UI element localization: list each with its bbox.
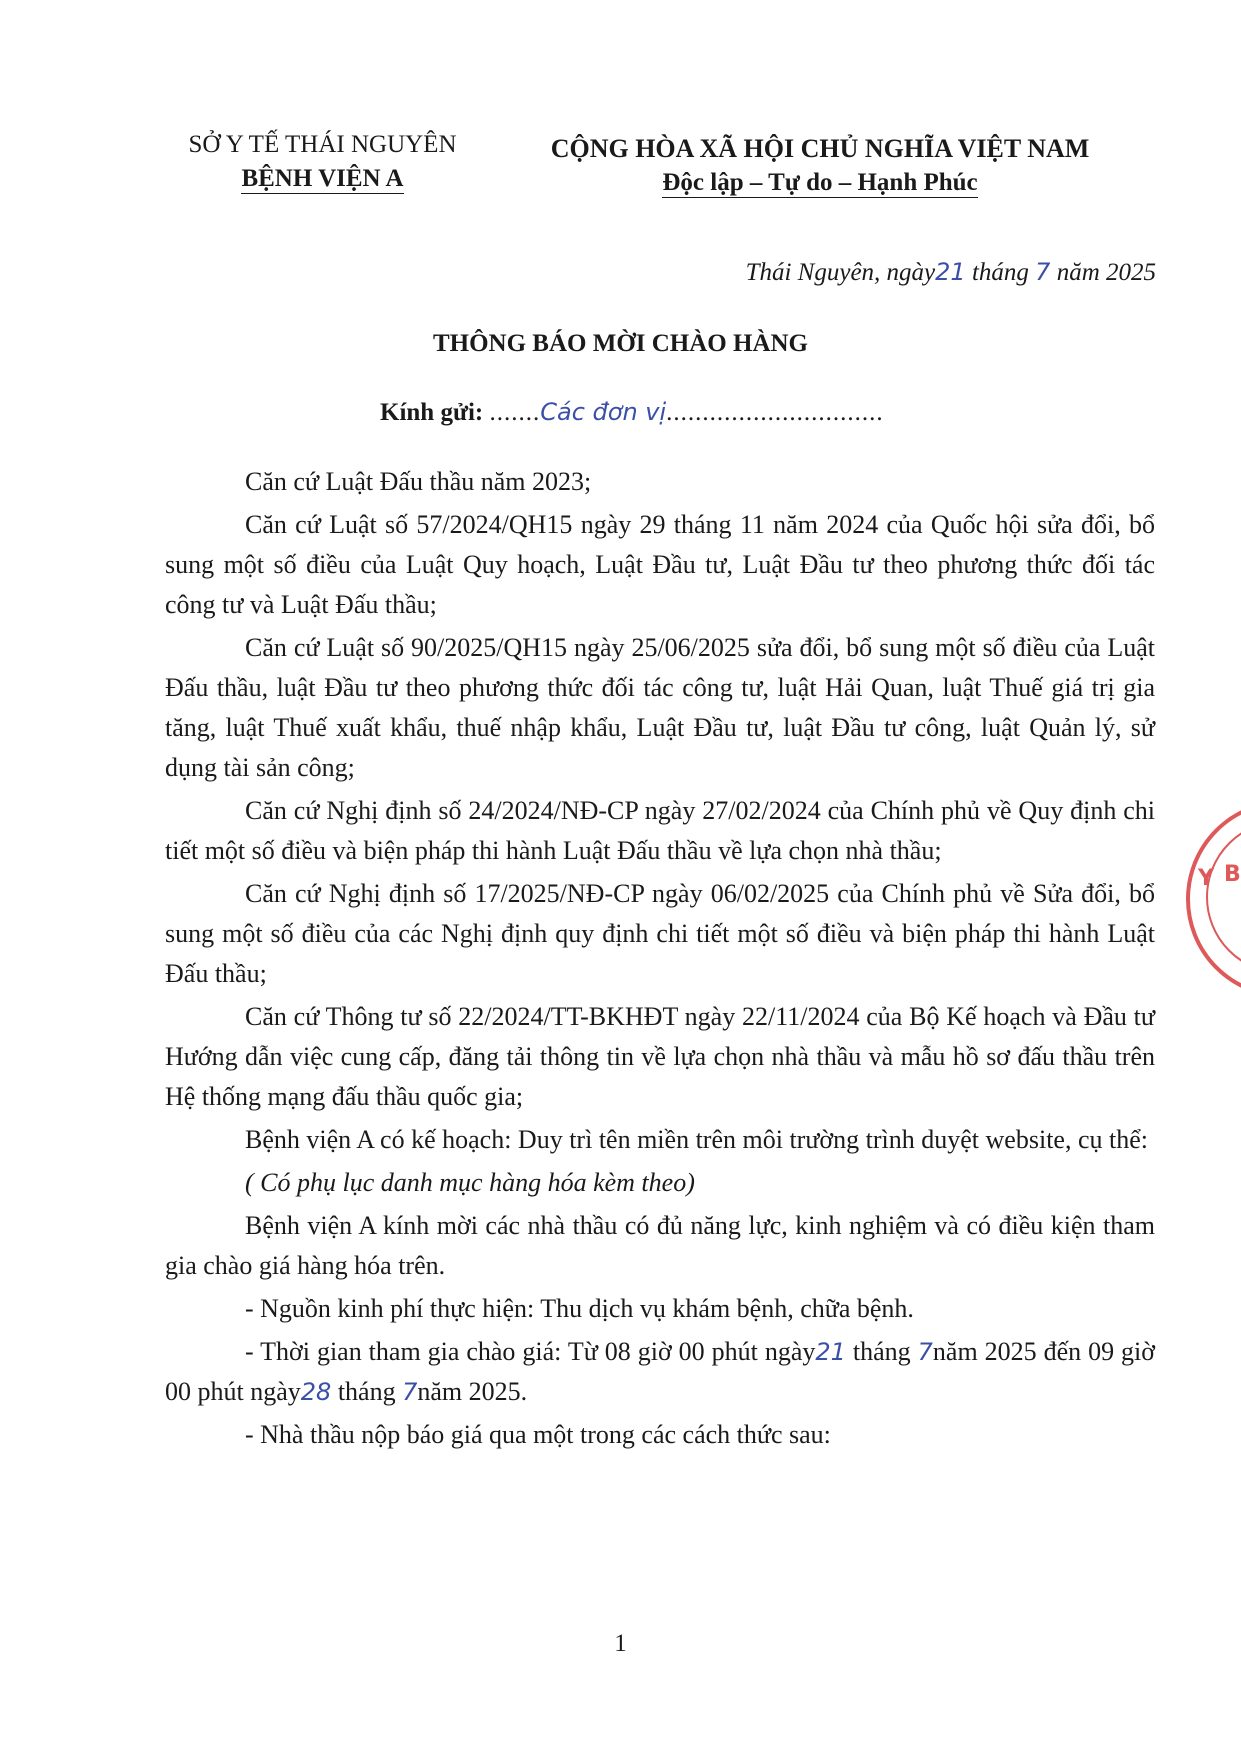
national-header: [525, 132, 1115, 200]
seal-letter: B: [1224, 862, 1241, 887]
time-text: tháng: [852, 1337, 911, 1366]
appendix-note: ( Có phụ lục danh mục hàng hóa kèm theo): [245, 1168, 695, 1197]
date-month-handwritten: 7: [1035, 258, 1051, 286]
time-text: năm 2025 đến 09 giờ 00 phút ngày: [165, 1337, 1156, 1406]
agency-header: [160, 128, 485, 196]
seal-letter: Y: [1198, 866, 1214, 891]
paragraph: Căn cứ Luật Đấu thầu năm 2023;: [245, 467, 592, 496]
document-date: [746, 258, 1156, 287]
national-motto: Độc lập – Tự do – Hạnh Phúc: [662, 169, 978, 196]
document-title: THÔNG BÁO MỜI CHÀO HÀNG: [432, 330, 808, 357]
start-month-handwritten: 7: [917, 1338, 933, 1366]
end-month-handwritten: 7: [402, 1378, 418, 1406]
paragraph: Căn cứ Luật số 57/2024/QH15 ngày 29 tháng 11 năm 2024 của Quốc hội sửa đổi, bổ sung một số điều của Luật Quy hoạch, Luật Đầu tư, Luật Đầu tư theo phương thức đối tác công tư và Luật Đấu thầu;: [165, 510, 1155, 619]
date-year: năm 2025: [1056, 259, 1156, 286]
recipient-dots-before: .......: [489, 399, 541, 426]
date-day-handwritten: 21: [935, 258, 966, 286]
red-seal-stamp: [1186, 800, 1241, 998]
date-prefix: Thái Nguyên, ngày: [745, 259, 936, 286]
time-text: tháng: [337, 1377, 396, 1406]
paragraph: Căn cứ Nghị định số 24/2024/NĐ-CP ngày 27/02/2024 của Chính phủ về Quy định chi tiết một số điều và biện pháp thi hành Luật Đấu thầu về lựa chọn nhà thầu;: [165, 796, 1155, 865]
funding-source: - Nguồn kinh phí thực hiện: Thu dịch vụ khám bệnh, chữa bệnh.: [245, 1294, 914, 1323]
end-day-handwritten: 28: [300, 1378, 332, 1406]
paragraph: Căn cứ Nghị định số 17/2025/NĐ-CP ngày 06/02/2025 của Chính phủ về Sửa đổi, bổ sung một số điều của các Nghị định quy định chi tiết một số điều và biện pháp thi hành Luật Đấu thầu;: [165, 879, 1155, 988]
paragraph: Bệnh viện A có kế hoạch: Duy trì tên miền trên môi trường trình duyệt website, cụ thể:: [245, 1125, 1148, 1154]
national-title: CỘNG HÒA XÃ HỘI CHỦ NGHĨA VIỆT NAM: [550, 134, 1090, 163]
recipient-line: [380, 398, 884, 427]
start-day-handwritten: 21: [815, 1338, 846, 1366]
paragraph: Căn cứ Thông tư số 22/2024/TT-BKHĐT ngày 22/11/2024 của Bộ Kế hoạch và Đầu tư Hướng dẫn việc cung cấp, đăng tải thông tin về lựa chọn nhà thầu và mẫu hồ sơ đấu thầu trên Hệ thống mạng đấu thầu quốc gia;: [165, 1002, 1155, 1111]
agency-name: BỆNH VIỆN A: [241, 165, 404, 192]
date-month-label: tháng: [971, 259, 1029, 286]
document-body: [165, 462, 1155, 1458]
time-text: - Thời gian tham gia chào giá: Từ 08 giờ 00 phút ngày: [245, 1337, 816, 1366]
quotation-time: [165, 1332, 1155, 1412]
paragraph: Căn cứ Luật số 90/2025/QH15 ngày 25/06/2025 sửa đổi, bổ sung một số điều của Luật Đấu thầu, luật Đầu tư theo phương thức đối tác công tư, luật Hải Quan, luật Thuế giá trị gia tăng, luật Thuế xuất khẩu, thuế nhập khẩu, Luật Đầu tư, luật Đầu tư công, luật Quản lý, sử dụng tài sản công;: [165, 633, 1155, 782]
page-number: 1: [614, 1630, 627, 1657]
paragraph: Bệnh viện A kính mời các nhà thầu có đủ năng lực, kinh nghiệm và có điều kiện tham gia chào giá hàng hóa trên.: [165, 1211, 1155, 1280]
time-text: năm 2025.: [417, 1377, 528, 1406]
recipient-dots-after: ..............................: [666, 399, 884, 426]
seal-inner-ring: [1206, 820, 1241, 974]
recipient-label: Kính gửi:: [380, 399, 484, 426]
submission-methods: - Nhà thầu nộp báo giá qua một trong các cách thức sau:: [245, 1420, 831, 1449]
agency-parent: SỞ Y TẾ THÁI NGUYÊN: [188, 131, 457, 158]
recipient-handwritten: Các đơn vị: [540, 398, 667, 426]
